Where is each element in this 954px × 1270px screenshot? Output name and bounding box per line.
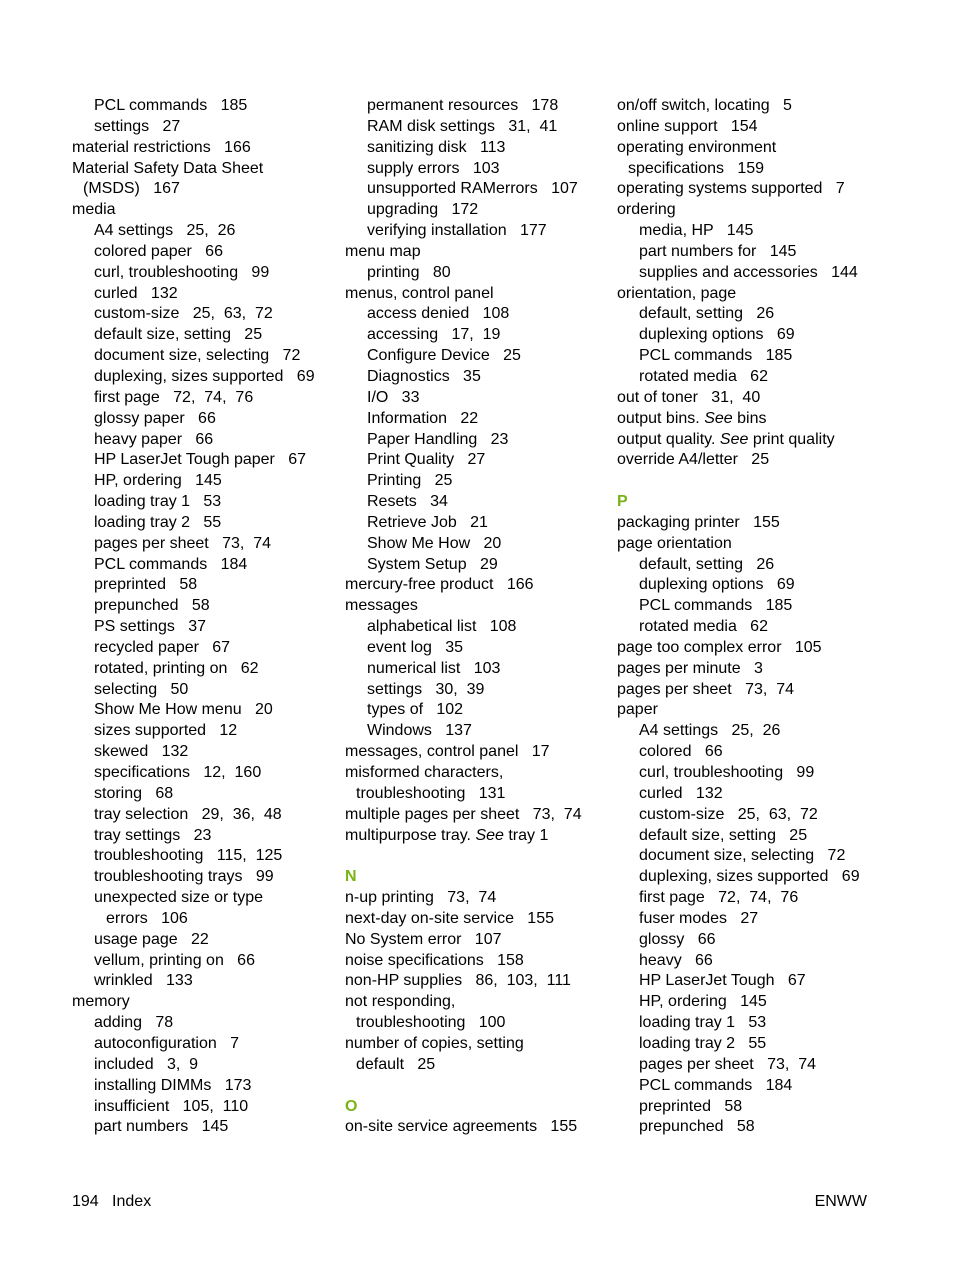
index-entry (617, 430, 902, 451)
entry-text: multipurpose tray. (345, 826, 471, 844)
index-entry: glossy 66 (639, 930, 716, 948)
index-entry: curl, troubleshooting 99 (639, 764, 815, 781)
index-entry: duplexing options 69 (639, 576, 795, 594)
index-entry: (MSDS) 167 (83, 180, 180, 198)
index-entry: permanent resources 178 (367, 97, 559, 114)
index-entry: selecting 50 (94, 680, 189, 698)
index-entry: duplexing options 69 (639, 326, 795, 344)
index-entry: supply errors 103 (367, 159, 500, 177)
index-column-2 (345, 96, 607, 1138)
index-entry: loading tray 2 55 (94, 513, 222, 531)
index-entry: colored paper 66 (94, 242, 223, 260)
index-entry: part numbers for 145 (639, 242, 797, 260)
index-entry: rotated, printing on 62 (94, 659, 259, 677)
index-entry: HP LaserJet Tough 67 (639, 972, 806, 990)
index-entry: unsupported RAMerrors 107 (367, 180, 578, 198)
index-entry: autoconfiguration 7 (94, 1034, 239, 1052)
index-entry: online support 154 (617, 117, 758, 135)
index-entry: Configure Device 25 (367, 347, 521, 365)
index-entry: troubleshooting 115, 125 (94, 847, 283, 865)
index-entry: material restrictions 166 (72, 138, 251, 156)
index-entry: multiple pages per sheet 73, 74 (345, 805, 582, 823)
index-entry: Material Safety Data Sheet (72, 159, 264, 177)
see-target: tray 1 (508, 826, 549, 844)
index-entry: preprinted 58 (639, 1097, 743, 1115)
index-entry: storing 68 (94, 784, 174, 802)
index-entry: usage page 22 (94, 930, 209, 948)
index-entry: packaging printer 155 (617, 513, 780, 531)
see-reference: See (475, 826, 504, 844)
index-entry: supplies and accessories 144 (639, 263, 858, 281)
index-entry: curled 132 (639, 784, 723, 802)
index-entry: recycled paper 67 (94, 638, 231, 656)
index-entry: on/off switch, locating 5 (617, 97, 792, 114)
index-entry: operating systems supported 7 (617, 180, 845, 198)
index-entry: Retrieve Job 21 (367, 513, 488, 531)
index-entry: System Setup 29 (367, 555, 498, 573)
index-entry: memory (72, 993, 130, 1011)
index-entry: page orientation (617, 534, 732, 552)
index-entry: document size, selecting 72 (94, 347, 301, 365)
page-number: 194 (72, 1193, 99, 1210)
index-entry: settings 27 (94, 117, 181, 135)
index-entry: insufficient 105, 110 (94, 1097, 249, 1115)
see-target: bins (737, 409, 767, 427)
index-entry: settings 30, 39 (367, 680, 485, 698)
index-entry: default size, setting 25 (639, 826, 808, 844)
page-footer-left (72, 1192, 151, 1212)
index-entry: specifications 159 (628, 159, 765, 177)
see-target: print quality (752, 430, 835, 448)
index-entry: PCL commands 184 (639, 1076, 793, 1094)
index-entry: numerical list 103 (367, 659, 501, 677)
index-entry: HP, ordering 145 (94, 472, 222, 490)
index-entry: A4 settings 25, 26 (639, 722, 781, 740)
index-entry: HP, ordering 145 (639, 993, 767, 1011)
index-entry: rotated media 62 (639, 367, 768, 385)
index-column-3 (617, 96, 902, 1138)
index-entry: glossy paper 66 (94, 409, 216, 427)
index-entry: heavy 66 (639, 951, 713, 969)
index-entry: Windows 137 (367, 722, 472, 740)
index-entry: loading tray 1 53 (639, 1014, 767, 1032)
index-entry: tray selection 29, 36, 48 (94, 805, 282, 823)
footer-section: Index (112, 1193, 152, 1210)
index-entry: errors 106 (106, 909, 188, 927)
letter-heading: P (617, 493, 628, 511)
index-entry: out of toner 31, 40 (617, 388, 761, 406)
index-entry: skewed 132 (94, 743, 189, 761)
index-entry: troubleshooting 131 (356, 784, 506, 802)
index-entry: No System error 107 (345, 930, 502, 948)
index-entry: HP LaserJet Tough paper 67 (94, 451, 306, 469)
index-entry: pages per sheet 73, 74 (94, 534, 272, 552)
index-entry: pages per sheet 73, 74 (639, 1055, 817, 1073)
index-entry: first page 72, 74, 76 (639, 889, 799, 907)
index-entry: page too complex error 105 (617, 638, 822, 656)
index-entry: media, HP 145 (639, 222, 754, 240)
index-entry: menu map (345, 242, 421, 260)
index-entry: Show Me How menu 20 (94, 701, 273, 719)
index-entry: noise specifications 158 (345, 951, 524, 969)
section-gap (345, 846, 607, 867)
index-entry: tray settings 23 (94, 826, 212, 844)
index-entry: PCL commands 185 (94, 97, 248, 114)
index-entry: sanitizing disk 113 (367, 138, 506, 156)
index-entry: curl, troubleshooting 99 (94, 263, 270, 281)
index-entry: printing 80 (367, 263, 451, 281)
index-entry: A4 settings 25, 26 (94, 222, 236, 240)
index-entry: prepunched 58 (639, 1118, 755, 1136)
index-entry: override A4/letter 25 (617, 451, 770, 469)
index-entry: default, setting 26 (639, 305, 775, 323)
index-entry: fuser modes 27 (639, 909, 759, 927)
index-entry: PS settings 37 (94, 618, 207, 636)
index-entry: unexpected size or type (94, 889, 263, 907)
index-entry: specifications 12, 160 (94, 764, 262, 781)
index-entry: non-HP supplies 86, 103, 111 (345, 972, 571, 990)
index-entry: alphabetical list 108 (367, 618, 517, 636)
index-entry: PCL commands 184 (94, 555, 248, 573)
index-entry: mercury-free product 166 (345, 576, 534, 594)
index-entry: Paper Handling 23 (367, 430, 509, 448)
index-entry: RAM disk settings 31, 41 (367, 117, 558, 135)
index-entry: preprinted 58 (94, 576, 198, 594)
page-footer-right (815, 1192, 867, 1212)
index-entry: custom-size 25, 63, 72 (639, 805, 818, 823)
see-reference: See (704, 409, 733, 427)
index-entry: sizes supported 12 (94, 722, 238, 740)
index-entry: on-site service agreements 155 (345, 1118, 578, 1136)
index-entry: menus, control panel (345, 284, 494, 302)
index-entry: operating environment (617, 138, 777, 156)
footer-publisher: ENWW (814, 1193, 867, 1210)
entry-text: output bins. (617, 409, 700, 427)
index-entry: loading tray 1 53 (94, 493, 222, 511)
index-entry: custom-size 25, 63, 72 (94, 305, 273, 323)
index-entry: troubleshooting trays 99 (94, 868, 274, 886)
index-entry: PCL commands 185 (639, 347, 793, 365)
letter-heading: N (345, 868, 357, 886)
index-entry: part numbers 145 (94, 1118, 229, 1136)
index-entry: ordering (617, 201, 676, 219)
index-entry: wrinkled 133 (94, 972, 193, 990)
index-entry: pages per sheet 73, 74 (617, 680, 795, 698)
index-entry: loading tray 2 55 (639, 1034, 767, 1052)
index-entry: pages per minute 3 (617, 659, 763, 677)
index-entry: default size, setting 25 (94, 326, 263, 344)
index-entry: default, setting 26 (639, 555, 775, 573)
index-entry: colored 66 (639, 743, 723, 761)
index-entry: document size, selecting 72 (639, 847, 846, 865)
section-gap (617, 471, 902, 492)
index-entry: messages, control panel 17 (345, 743, 550, 761)
index-entry: orientation, page (617, 284, 737, 302)
entry-text: output quality. (617, 430, 716, 448)
index-entry: n-up printing 73, 74 (345, 889, 497, 907)
index-entry: prepunched 58 (94, 597, 210, 615)
index-entry: curled 132 (94, 284, 178, 302)
index-entry: media (72, 201, 116, 219)
index-entry: types of 102 (367, 701, 464, 719)
index-entry: Diagnostics 35 (367, 367, 481, 385)
index-entry: duplexing, sizes supported 69 (94, 367, 315, 385)
index-column-1 (72, 96, 334, 1138)
index-entry: adding 78 (94, 1014, 174, 1032)
letter-heading: O (345, 1097, 358, 1115)
index-entry: duplexing, sizes supported 69 (639, 868, 860, 886)
index-entry: event log 35 (367, 638, 464, 656)
index-entry: verifying installation 177 (367, 222, 547, 240)
index-entry: PCL commands 185 (639, 597, 793, 615)
index-entry: access denied 108 (367, 305, 510, 323)
index-entry: default 25 (356, 1055, 436, 1073)
index-entry: paper (617, 701, 658, 719)
index-entry: installing DIMMs 173 (94, 1076, 252, 1094)
index-entry: heavy paper 66 (94, 430, 214, 448)
index-entry: Information 22 (367, 409, 479, 427)
index-entry: I/O 33 (367, 388, 420, 406)
index-entry: accessing 17, 19 (367, 326, 501, 344)
index-entry (345, 826, 607, 847)
index-entry: included 3, 9 (94, 1055, 199, 1073)
index-entry (617, 409, 902, 430)
index-entry: next-day on-site service 155 (345, 909, 554, 927)
section-gap (345, 1076, 607, 1097)
index-entry: upgrading 172 (367, 201, 479, 219)
index-entry: misformed characters, (345, 764, 504, 781)
see-reference: See (719, 430, 749, 448)
index-entry: vellum, printing on 66 (94, 951, 255, 969)
index-entry: Show Me How 20 (367, 534, 502, 552)
index-entry: not responding, (345, 993, 456, 1011)
index-entry: number of copies, setting (345, 1034, 524, 1052)
index-entry: rotated media 62 (639, 618, 768, 636)
index-entry: Resets 34 (367, 493, 448, 511)
index-entry: messages (345, 597, 418, 615)
index-entry: troubleshooting 100 (356, 1014, 506, 1032)
index-entry: Print Quality 27 (367, 451, 486, 469)
index-entry: Printing 25 (367, 472, 453, 490)
index-entry: first page 72, 74, 76 (94, 388, 254, 406)
